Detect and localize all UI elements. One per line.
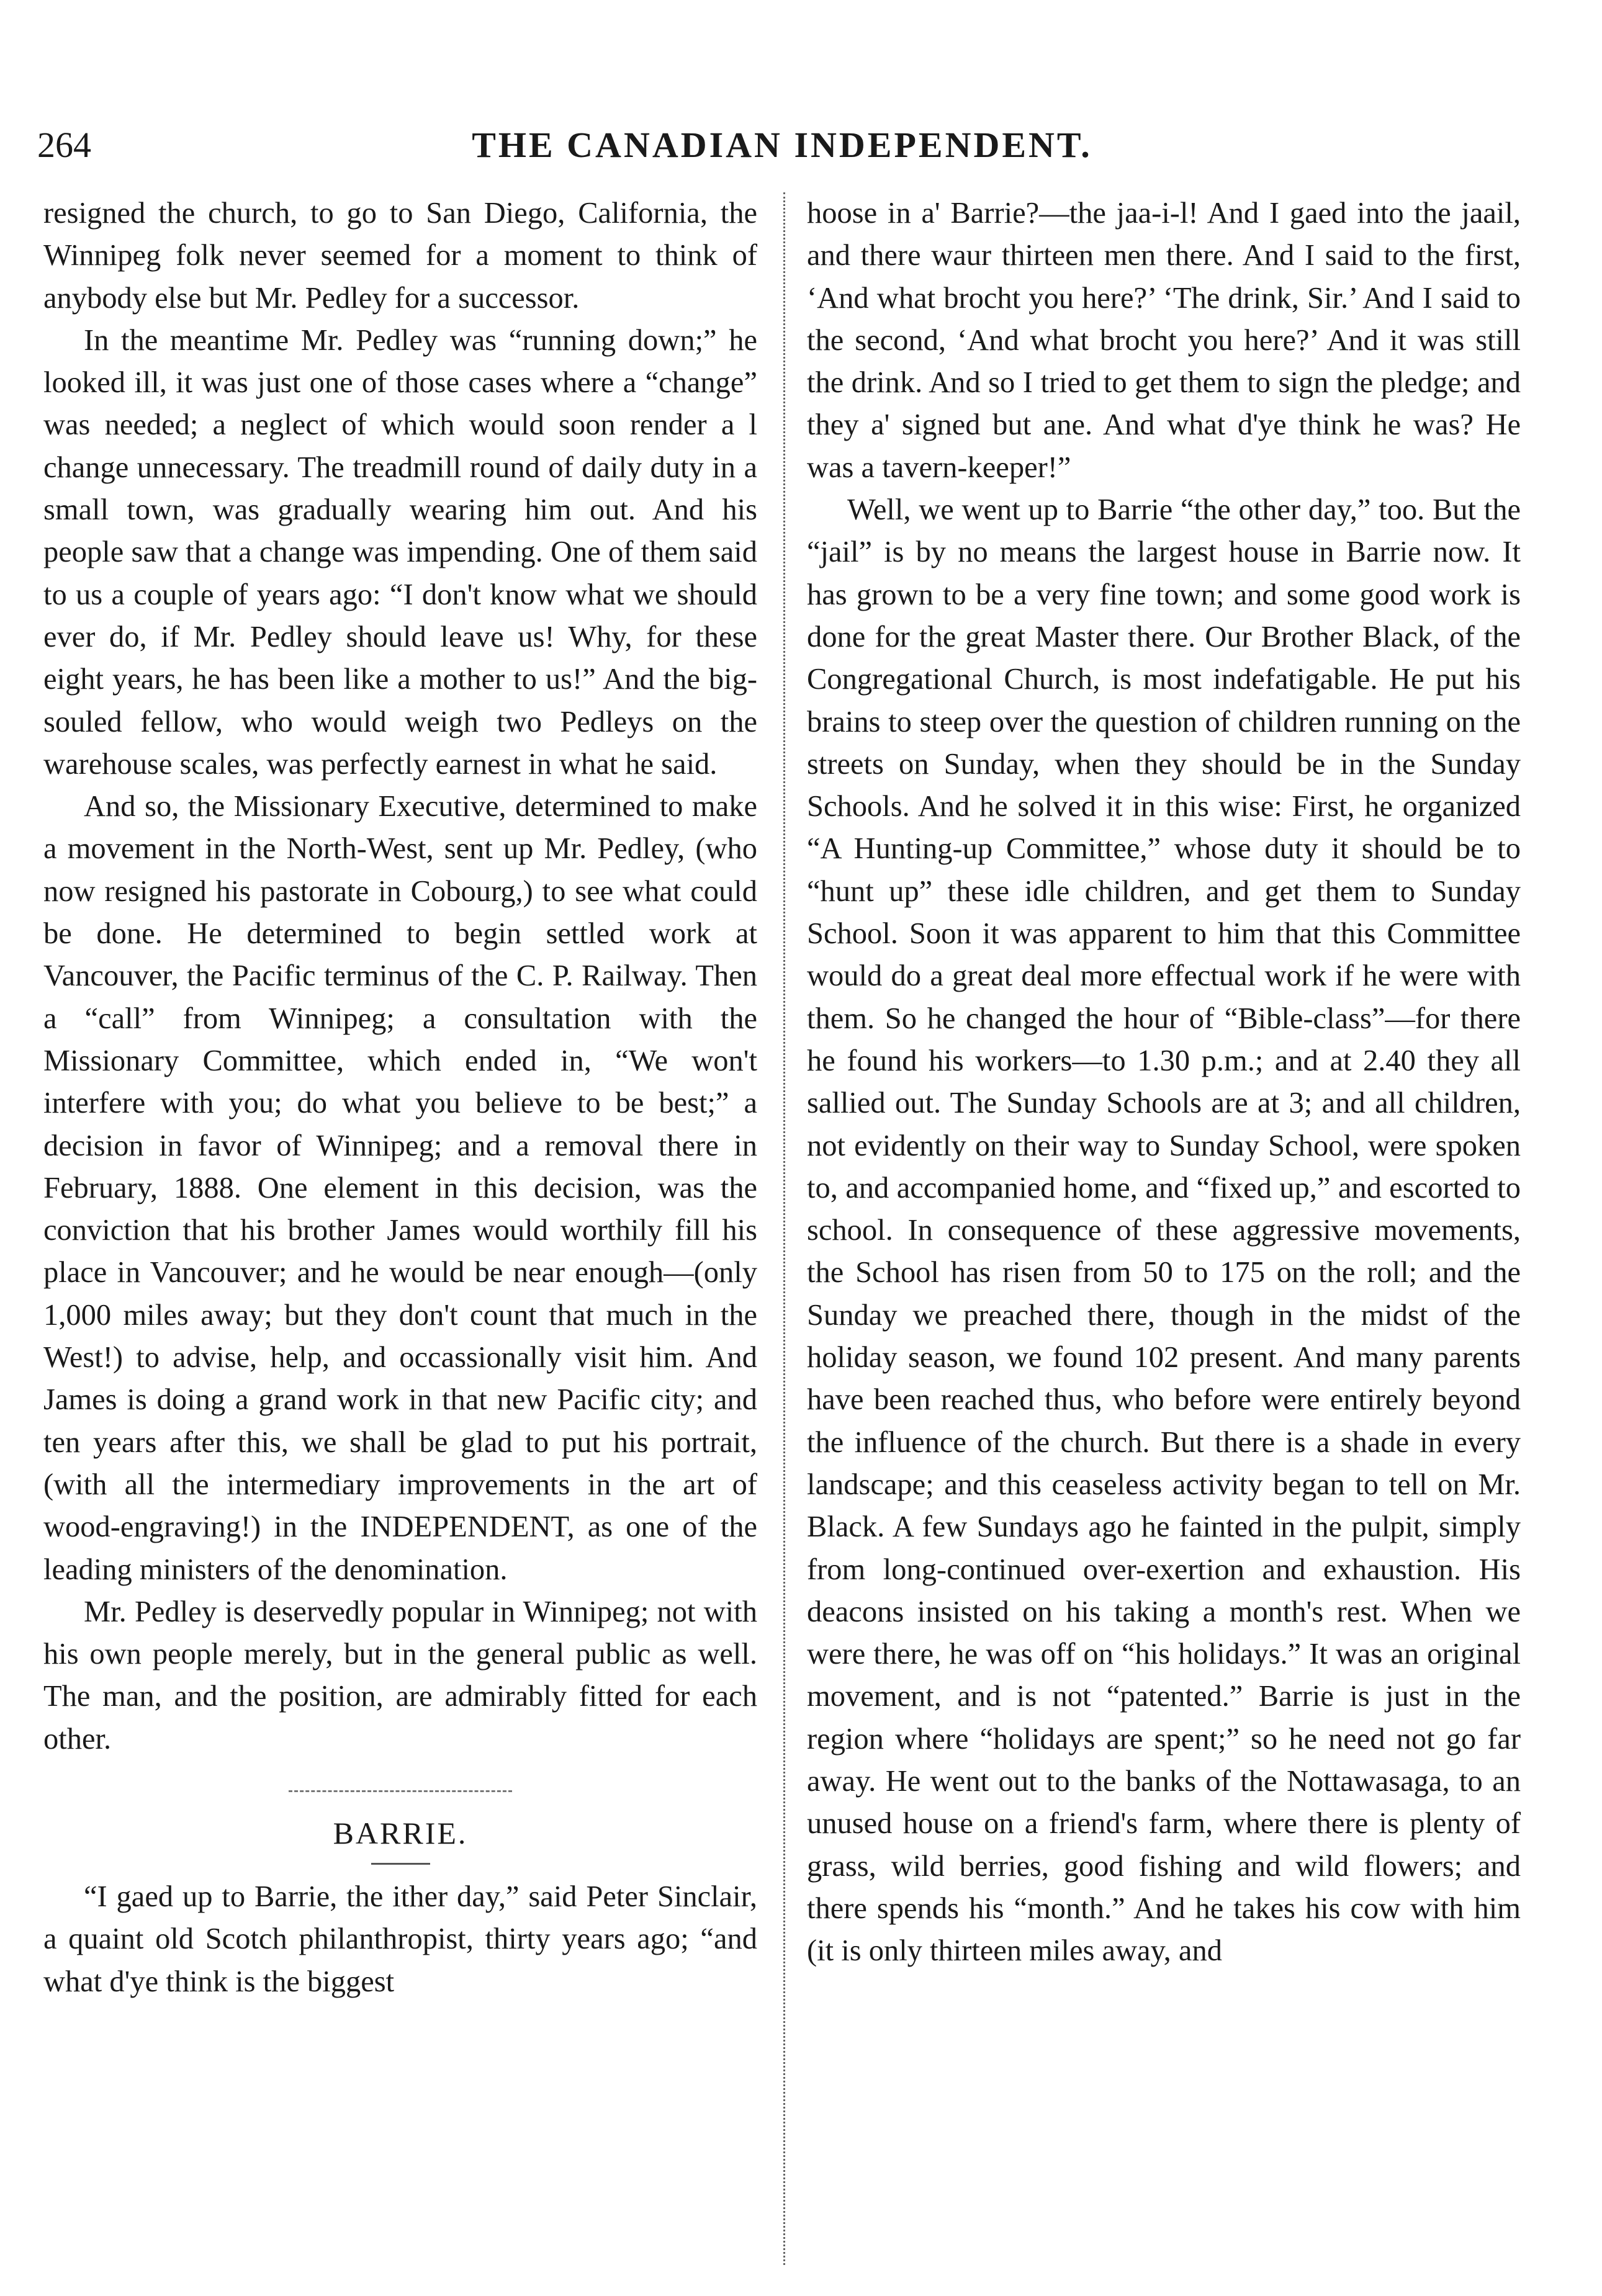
page-number: 264 [37,125,91,165]
running-title: THE CANADIAN INDEPENDENT. [472,125,1092,165]
section-divider [289,1790,512,1792]
paragraph: In the meantime Mr. Pedley was “running down;” he looked ill, it was just one of those cases where a “change” was needed; a neglect of which would soon render a l change unnecessary. The treadmill round of daily duty in a small town, was gradually wearing him out. And his people saw that a change was impending. One of them said to us a couple of years ago: “I don't know what we should ever do, if Mr. Pedley should leave us! Why, for these eight years, he has been like a mother to us!” And the big-souled fellow, who would weigh two Pedleys on the warehouse scales, was perfectly earnest in what he said. [43,323,757,781]
page-header [37,124,1527,180]
paragraph: And so, the Missionary Executive, determined to make a movement in the North-West, sent up Mr. Pedley, (who now resigned his pastorate in Cobourg,) to see what could be done. He determined to begin settled work at Vancouver, the Pacific terminus of the C. P. Railway. Then a “call” from Winnipeg; a consultation with the Missionary Committee, which ended in, “We won't interfere with you; do what you believe to be best;” a decision in favor of Winnipeg; and a removal there in February, 1888. One element in this decision, was the conviction that his brother James would worthily fill his place in Vancouver; and he would be near enough—(only 1,000 miles away; but they don't count that much in the West!) to advise, help, and occassionally visit him. And James is doing a grand work in that new Pacific city; and ten years after this, we shall be glad to put his portrait, (with all the intermediary improvements in the art of wood-engraving!) in the INDEPENDENT, as one of the leading ministers of the denomination. [43,790,757,1586]
paragraph: “I gaed up to Barrie, the ither day,” said Peter Sinclair, a quaint old Scotch philanthropist, thirty years ago; “and what d'ye think is the biggest [43,1880,757,1998]
paragraph: resigned the church, to go to San Diego, California, the Winnipeg folk never seemed for a moment to think of anybody else but Mr. Pedley for a successor. [43,197,757,315]
paragraph: hoose in a' Barrie?—the jaa-i-l! And I gaed into the jaail, and there waur thirteen men there. And I said to the first, ‘And what brocht you here?’ ‘The drink, Sir.’ And I said to the second, ‘And what brocht you here?’ And it was still the drink. And so I tried to get them to sign the pledge; and they a' signed but ane. And what d'ye think he was? He was a tavern-keeper!” [807,197,1521,484]
section-heading: BARRIE. [333,1815,468,1850]
column-divider [783,192,785,2265]
left-column [43,192,757,2003]
right-column [807,192,1521,1972]
paragraph: Well, we went up to Barrie “the other day,” too. But the “jail” is by no means the largest house in Barrie now. It has grown to be a very fine town; and some good work is done for the great Master there. Our Brother Black, of the Congregational Church, is most indefatigable. He put his brains to steep over the question of children running on the streets on Sunday, when they should be in the Sunday Schools. And he solved it in this wise: First, he organized “A Hunting-up Committee,” whose duty it should be to “hunt up” these idle children, and get them to Sunday School. Soon it was apparent to him that this Committee would do a great deal more effectual work if he were with them. So he changed the hour of “Bible-class”—for there he found his workers—to 1.30 p.m.; and at 2.40 they all sallied out. The Sunday Schools are at 3; and all children, not evidently on their way to Sunday School, were spoken to, and accompanied home, and “fixed up,” and escorted to school. In consequence of these aggressive movements, the School has risen from 50 to 175 on the roll; and the Sunday we preached there, though in the midst of the holiday season, we found 102 present. And many parents have been reached thus, who before were entirely beyond the influence of the church. But there is a shade in every landscape; and this ceaseless activity began to tell on Mr. Black. A few Sundays ago he fainted in the pulpit, simply from long-continued over-exertion and exhaustion. His deacons insisted on his taking a month's rest. When we were there, he was off on “his holidays.” It was an original movement, and is not “patented.” Barrie is just in the region where “holidays are spent;” so he need not go far away. He went out to the banks of the Nottawasaga, to an unused house on a friend's farm, where there is plenty of grass, wild berries, good fishing and wild flowers; and there spends his “month.” And he takes his cow with him (it is only thirteen miles away, and [807,493,1521,1968]
paragraph: Mr. Pedley is deservedly popular in Winnipeg; not with his own people merely, but in the general public as well. The man, and the position, are admirably fitted for each other. [43,1595,757,1756]
heading-underline [371,1863,430,1865]
